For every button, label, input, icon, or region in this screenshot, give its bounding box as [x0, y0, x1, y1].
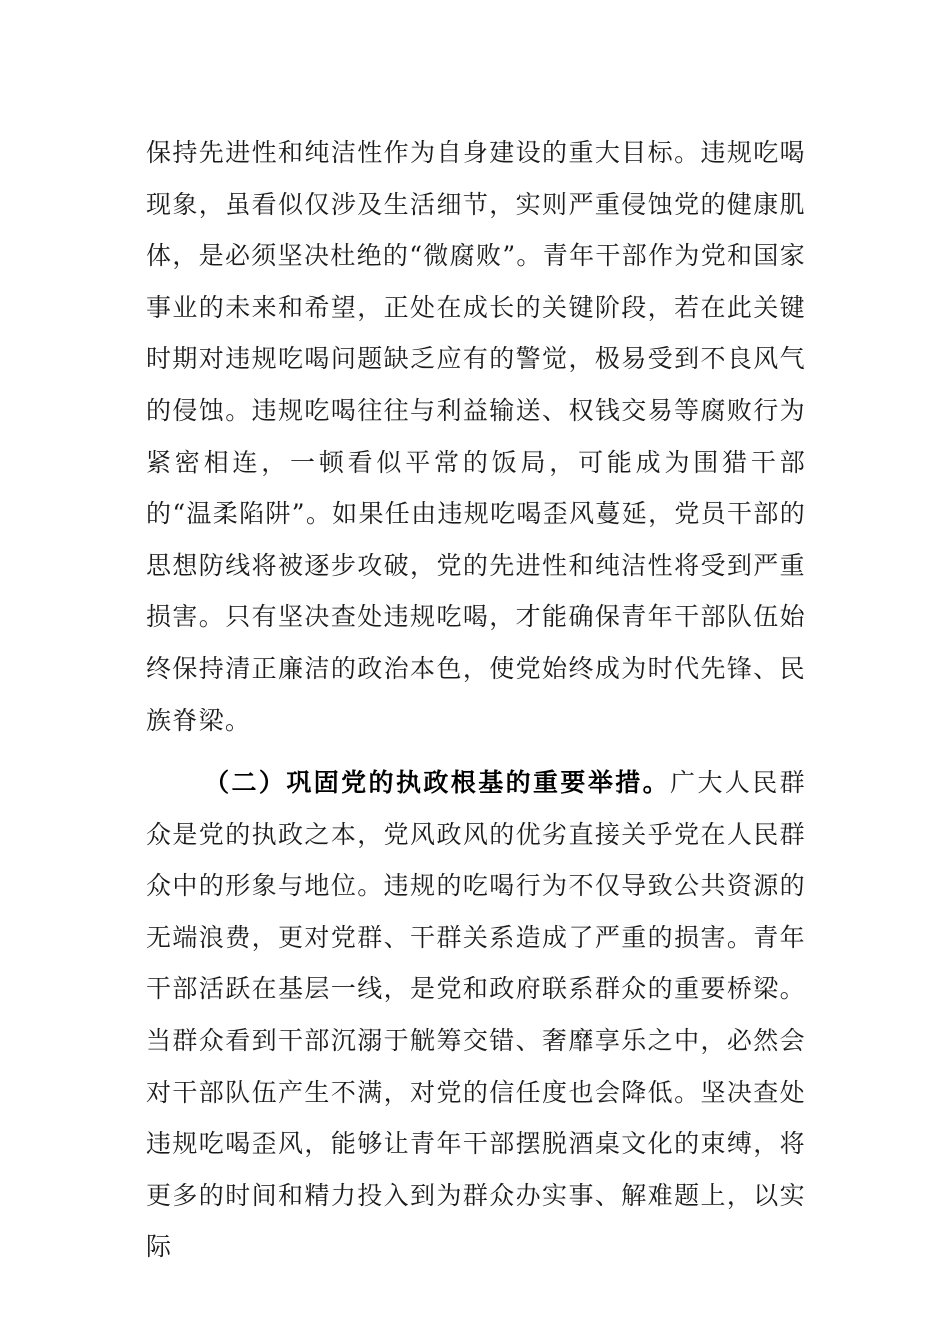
- section-heading: （二）巩固党的执政根基的重要举措。: [203, 768, 671, 797]
- body-paragraph: [146, 127, 806, 746]
- paragraph-text: 保持先进性和纯洁性作为自身建设的重大目标。违规吃喝现象，虽看似仅涉及生活细节，实则严重侵蚀党的健康肌体，是必须坚决杜绝的“微腐败”。青年干部作为党和国家事业的未来和希望，正处在成长的关键阶段，若在此关键时期对违规吃喝问题缺乏应有的警觉，极易受到不良风气的侵蚀。违规吃喝往往与利益输送、权钱交易等腐败行为紧密相连，一顿看似平常的饭局，可能成为围猎干部的“温柔陷阱”。如果任由违规吃喝歪风蔓延，党员干部的思想防线将被逐步攻破，党的先进性和纯洁性将受到严重损害。只有坚决查处违规吃喝，才能确保青年干部队伍始终保持清正廉洁的政治本色，使党始终成为时代先锋、民族脊梁。: [146, 138, 806, 735]
- section-paragraph: [146, 757, 806, 1273]
- paragraph-text: 广大人民群众是党的执政之本，党风政风的优劣直接关乎党在人民群众中的形象与地位。违规的吃喝行为不仅导致公共资源的无端浪费，更对党群、干群关系造成了严重的损害。青年干部活跃在基层一线，是党和政府联系群众的重要桥梁。当群众看到干部沉溺于觥筹交错、奢靡享乐之中，必然会对干部队伍产生不满，对党的信任度也会降低。坚决查处违规吃喝歪风，能够让青年干部摆脱酒桌文化的束缚，将更多的时间和精力投入到为群众办实事、解难题上，以实际: [146, 768, 806, 1262]
